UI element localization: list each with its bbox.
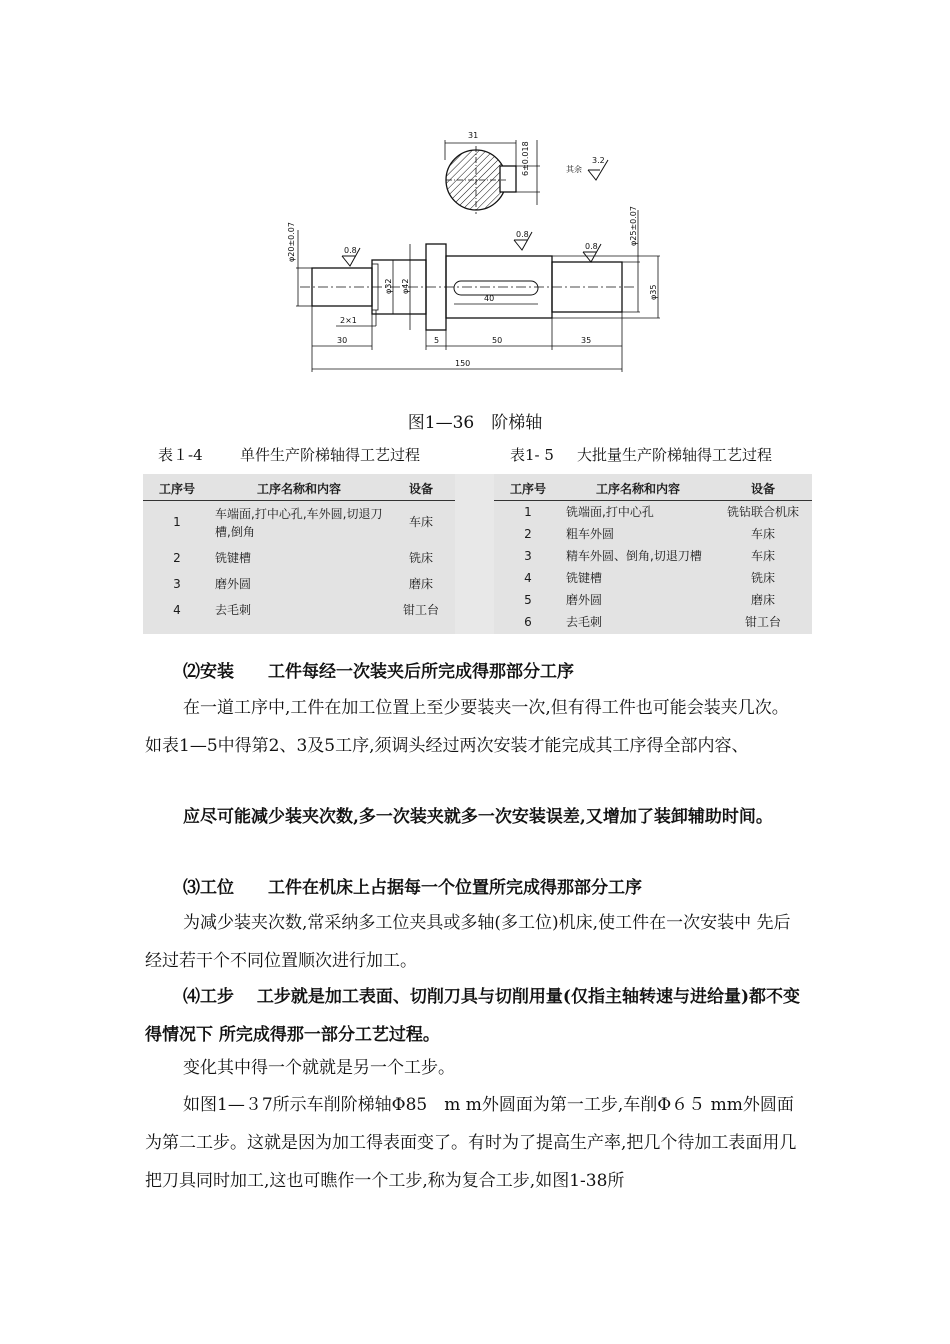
table1-header: 设备: [387, 474, 455, 501]
dim-50: 50: [492, 336, 503, 345]
table-gap: [455, 474, 494, 634]
heading-workstep: ⑷工步 工步就是加工表面、切削刀具与切削用量(仅指主轴转速与进给量)都不变得情况下 所完成得那一部分工艺过程。: [145, 987, 801, 1045]
dim-phi20: φ20±0.07: [287, 222, 296, 262]
table-cell: 铣键槽: [566, 571, 603, 585]
table-row: [494, 545, 812, 567]
paragraph: 在一道工序中,工件在加工位置上至少要装夹一次,但有得工件也可能会装夹几次。如表1—5中得第2、3及5工序,须调头经过两次安装才能完成其工序得全部内容、: [145, 698, 789, 756]
table-cell: 去毛刺: [215, 603, 252, 617]
table-row: [494, 501, 812, 524]
table1-number: 表１-4: [158, 446, 203, 464]
table-row: [143, 545, 455, 571]
table-cell: 铣端面,打中心孔: [566, 505, 654, 519]
table-cell: 3: [173, 577, 181, 591]
table-cell: 4: [524, 571, 532, 585]
table1-header: 工序名称和内容: [211, 474, 387, 501]
table-cell: 钳工台: [402, 603, 439, 617]
table-cell: 精车外圆、倒角,切退刀槽: [566, 549, 702, 563]
dim-groove: 2×1: [340, 316, 357, 325]
dim-150: 150: [455, 359, 471, 368]
table-cell: 车端面,打中心孔,车外圆,切退刀槽,倒角: [215, 507, 383, 539]
table-cell: 铣键槽: [215, 551, 252, 565]
heading-installation: ⑵安装 工件每经一次装夹后所完成得那部分工序: [183, 662, 574, 682]
table-cell: 铣床: [408, 551, 433, 565]
dim-phi25: φ25±0.07: [629, 206, 638, 246]
table-cell: 1: [173, 515, 181, 529]
paragraph-bold: 应尽可能减少装夹次数,多一次装夹就多一次安装误差,又增加了装卸辅助时间。: [183, 807, 773, 827]
paragraph: 变化其中得一个就就是另一个工步。: [183, 1058, 455, 1078]
table-cell: 粗车外圆: [566, 527, 615, 541]
table1-title: 单件生产阶梯轴得工艺过程: [240, 446, 421, 464]
dim-35: 35: [581, 336, 592, 345]
dim-phi35: φ35: [649, 284, 658, 300]
table-cell: 磨外圆: [566, 593, 603, 607]
dim-5: 5: [434, 336, 440, 345]
table2-title: 大批量生产阶梯轴得工艺过程: [577, 446, 773, 464]
table-cell: 4: [173, 603, 181, 617]
roughness-2: 0.8: [516, 230, 529, 239]
table2-header: 工序号: [494, 474, 562, 501]
table-cell: 铣钻联合机床: [726, 505, 799, 519]
keyway-slot: [454, 281, 538, 295]
roughness-other-label: 其余: [566, 165, 582, 174]
table-cell: 磨床: [408, 577, 433, 591]
table1: [143, 474, 455, 634]
table-cell: 6: [524, 615, 532, 629]
paragraph: 为减少装夹次数,常采纳多工位夹具或多轴(多工位)机床,使工件在一次安装中 先后经过若干个不同位置顺次进行加工。: [145, 913, 791, 971]
table2-header: 设备: [714, 474, 812, 501]
table-cell: 2: [524, 527, 532, 541]
dim-keyway: 6±0.018: [521, 141, 530, 176]
table-cell: 磨外圆: [215, 577, 252, 591]
dim-31: 31: [468, 131, 479, 140]
table1-header: 工序号: [143, 474, 211, 501]
dim-phi32: φ32: [384, 278, 393, 294]
table-row: [494, 567, 812, 589]
table2: [494, 474, 812, 634]
table-row: [494, 611, 812, 633]
table-row: [143, 597, 455, 623]
table-cell: 去毛刺: [566, 615, 603, 629]
table-cell: 磨床: [750, 593, 775, 607]
dim-30: 30: [337, 336, 348, 345]
dim-phi42: φ42: [401, 278, 410, 294]
table-cell: 2: [173, 551, 181, 565]
table-cell: 5: [524, 593, 532, 607]
table-row: [143, 571, 455, 597]
roughness-3: 0.8: [585, 242, 598, 251]
table-cell: 铣床: [750, 571, 775, 585]
table-cell: 车床: [750, 527, 775, 541]
heading-workstation: ⑶工位 工件在机床上占据每一个位置所完成得那部分工序: [183, 878, 642, 898]
table-cell: 3: [524, 549, 532, 563]
keyway-notch: [500, 166, 516, 192]
paragraph: 如图1—３7所示车削阶梯轴Φ85 m m外圆面为第一工步,车削Φ６５ mm外圆面为第二工步。这就是因为加工得表面变了。有时为了提高生产率,把几个待加工表面用几把刀具同时加工,这也可瞧作一个工步,称为复合工步,如图1-38所: [145, 1095, 797, 1191]
figure-caption: 图1—36 阶梯轴: [407, 413, 543, 433]
table-row: [494, 523, 812, 545]
table-cell: 钳工台: [744, 615, 781, 629]
dim-40: 40: [484, 294, 495, 303]
table-cell: 1: [524, 505, 532, 519]
table-row: [494, 589, 812, 611]
roughness-1: 0.8: [344, 246, 357, 255]
table-row: [143, 501, 455, 546]
table-cell: 车床: [750, 549, 775, 563]
table-cell: 车床: [408, 515, 433, 529]
roughness-other-value: 3.2: [592, 156, 605, 165]
stepped-shaft-drawing: [280, 122, 660, 382]
table2-number: 表1- 5: [510, 446, 554, 464]
table2-header: 工序名称和内容: [562, 474, 714, 501]
